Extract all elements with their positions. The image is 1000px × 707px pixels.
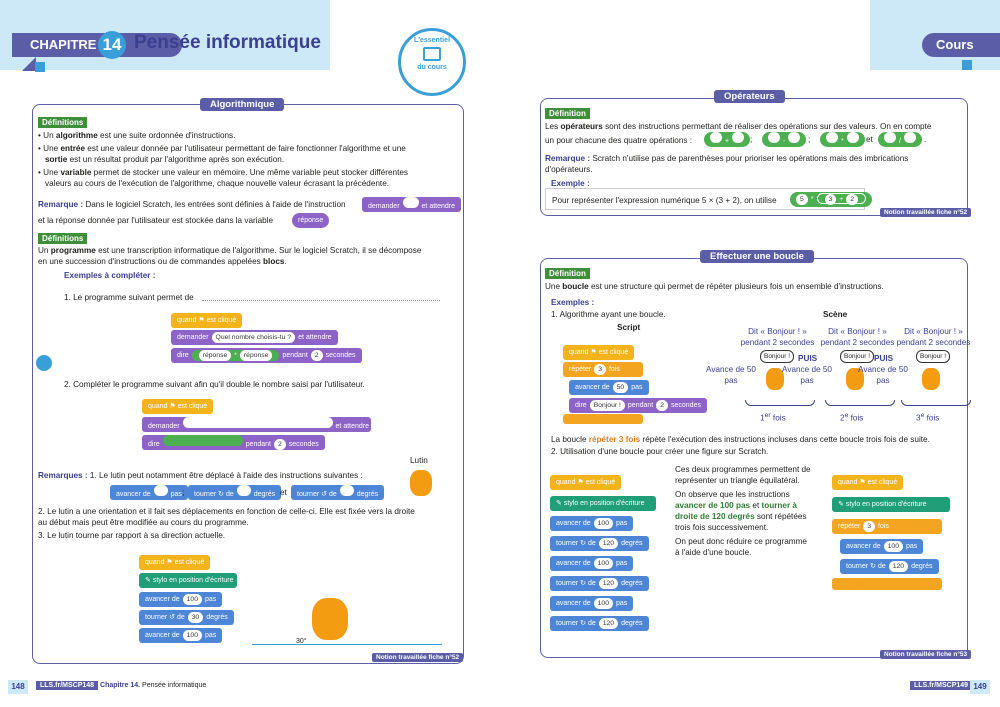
pen-down-block: ✎ stylo en position d'écriture xyxy=(139,573,237,588)
pen-down-block: ✎ stylo en position d'écriture xyxy=(550,496,656,511)
pencil-icon xyxy=(36,355,52,371)
puis-label: PUIS xyxy=(798,354,818,363)
operator-block: / xyxy=(878,132,922,147)
triangle-script xyxy=(550,516,660,636)
iteration-label: 3e fois xyxy=(916,412,940,423)
repeat-block: répéter 3 fois xyxy=(832,519,942,534)
page-title: Pensée informatique xyxy=(134,32,321,53)
move-block: avancer de 50 pas xyxy=(569,380,649,395)
footer-right xyxy=(910,682,972,689)
essentiel-badge xyxy=(398,28,466,96)
turn-right-block: tourner ↻ de 120 degrés xyxy=(550,616,649,631)
chapter-label: CHAPITRE xyxy=(12,33,182,57)
ops-example-heading: Exemple : xyxy=(551,179,590,188)
speech-bubble: Bonjour ! xyxy=(840,350,874,363)
said-label: Dit « Bonjour ! » pendant 2 secondes xyxy=(820,327,895,347)
c7: On peut donc réduire ce programme xyxy=(675,537,807,546)
turn-left-block: tourner ↺ de 30 degrés xyxy=(139,610,234,625)
ask-block: demander Quel nombre choisis-tu ? et attendre xyxy=(171,330,338,345)
loop-examples: Exemples : xyxy=(551,298,595,307)
bullet-1: • Un algorithme est une suite ordonnée d'instructions. xyxy=(38,131,236,140)
remark-3b: au début mais peut être modifiée au cours du programme. xyxy=(38,518,249,527)
ops-remark: Remarque : Scratch n'utilise pas de parenthèses pour prioriser les opérations mais des imbrications xyxy=(545,154,909,163)
bullet-3: • Une variable permet de stocker une valeur en mémoire. Une même variable peut stocker différentes xyxy=(38,168,408,177)
notion-note: Notion travaillée fiche n°52 xyxy=(880,208,971,217)
ops-text-2: un pour chacune des quatre opérations : xyxy=(545,136,693,145)
when-flag-block: quand ⚑ est cliqué xyxy=(171,313,242,328)
move-block: avancer de 100 pas xyxy=(840,539,923,554)
say-block: dire pendant 2 secondes xyxy=(142,435,325,450)
turn-right-block: tourner ↻ de 120 degrés xyxy=(550,536,649,551)
book-icon xyxy=(423,47,441,61)
turn-left-block: tourner ↺ de degrés xyxy=(291,485,384,500)
brace xyxy=(825,400,895,406)
program-def: Un programme est une transcription informatique de l'algorithme. Sur le logiciel Scratch, il se décompose xyxy=(38,246,422,255)
brace xyxy=(745,400,815,406)
nested-operator: 5 * 3 + 2 xyxy=(790,192,872,207)
loop-title: Effectuer une boucle xyxy=(700,250,814,263)
loop-ex2: 2. Utilisation d'une boucle pour créer une figure sur Scratch. xyxy=(551,447,769,456)
footer-left: LLS.fr/MSCP148 Chapitre 14. Pensée informatique xyxy=(36,682,206,689)
said-label: Dit « Bonjour ! » pendant 2 secondes xyxy=(896,327,971,347)
operator-block: * xyxy=(820,132,865,147)
question-2: 2. Compléter le programme suivant afin qu'il double le nombre saisi par l'utilisateur. xyxy=(64,380,365,389)
page-number: 148 xyxy=(8,680,28,694)
op-separator: . xyxy=(924,135,927,144)
turn-right-block: tourner ↻ de degrés xyxy=(188,485,281,500)
badge-top: L'essentiel xyxy=(414,37,450,44)
move-block: avancer de pas xyxy=(110,485,188,500)
notion-note: Notion travaillée fiche n°53 xyxy=(880,650,971,659)
pen-down-block: ✎ stylo en position d'écriture xyxy=(832,497,950,512)
remark-2: Remarques : 1. Le lutin peut notamment être déplacé à l'aide des instructions suivantes : xyxy=(38,471,363,480)
deco-square xyxy=(35,62,45,72)
def-badge: Définition xyxy=(545,108,590,119)
sprite-label: Lutin xyxy=(410,456,428,465)
c5: droite de 120 degrés sont répétées xyxy=(675,512,807,521)
speech-bubble: Bonjour ! xyxy=(760,350,794,363)
cat-sprite-icon xyxy=(410,470,432,496)
say-block: dire Bonjour ! pendant 2 secondes xyxy=(569,398,707,413)
examples-heading: Exemples à compléter : xyxy=(64,271,156,280)
def-badge: Définition xyxy=(545,268,590,279)
op-separator: ; xyxy=(750,135,753,144)
ops-title: Opérateurs xyxy=(714,90,785,103)
scene-area xyxy=(700,320,971,430)
corner-triangle xyxy=(22,57,36,71)
c4: avancer de 100 pas et tourner à xyxy=(675,501,797,510)
question-1: 1. Le programme suivant permet de xyxy=(64,293,194,302)
advance-label: Avance de 50 pas xyxy=(858,365,908,385)
scene-label: Scène xyxy=(823,310,848,319)
path-line xyxy=(252,644,442,645)
move-block: avancer de 100 pas xyxy=(139,592,222,607)
bullet-3b: valeurs au cours de l'exécution de l'algorithme, chaque nouvelle valeur écrasant la précédente. xyxy=(45,179,390,188)
ops-remark-b: d'opérateurs. xyxy=(545,165,593,174)
ops-text: Les opérateurs sont des instructions permettant de réaliser des opérations sur des valeurs. On en compte xyxy=(545,122,932,131)
program-def-b: en une succession d'instructions ou de commandes appelées blocs. xyxy=(38,257,287,266)
operator-row xyxy=(704,132,934,148)
advance-label: Avance de 50 pas xyxy=(782,365,832,385)
iteration-label: 2e fois xyxy=(840,412,864,423)
angle-label: 30° xyxy=(296,638,307,645)
remark-3: 2. Le lutin a une orientation et il fait ses déplacements en fonction de celle-ci. Elle est fixée vers la droite xyxy=(38,507,415,516)
algo-title: Algorithmique xyxy=(200,98,284,111)
move-block: avancer de 100 pas xyxy=(550,516,633,531)
notion-note: Notion travaillée fiche n°52 xyxy=(372,653,463,662)
repeat-end xyxy=(832,578,942,590)
deco-square xyxy=(962,60,972,70)
separator: ; xyxy=(182,488,185,497)
move-block: avancer de 100 pas xyxy=(550,556,633,571)
c8: à l'aide d'une boucle. xyxy=(675,548,752,557)
cat-sprite-icon xyxy=(312,598,348,640)
section-label: Cours xyxy=(922,33,1000,57)
c2: représenter un triangle équilatéral. xyxy=(675,476,800,485)
c1: Ces deux programmes permettent de xyxy=(675,465,811,474)
ops-example: Pour représenter l'expression numérique 5 × (3 + 2), on utilise xyxy=(552,196,777,205)
brace xyxy=(901,400,971,406)
turn-right-block: tourner ↻ de 120 degrés xyxy=(840,559,939,574)
operator-block: - xyxy=(762,132,806,147)
def-badge: Définitions xyxy=(38,117,87,128)
move-block: avancer de 100 pas xyxy=(550,596,633,611)
move-block: avancer de 100 pas xyxy=(139,628,222,643)
ask-block: demander et attendre xyxy=(362,197,461,212)
bullet-2: • Une entrée est une valeur donnée par l'utilisateur permettant de faire fonctionner l'algorithme et une xyxy=(38,144,406,153)
remark-4: 3. Le lutin tourne par rapport à sa direction actuelle. xyxy=(38,531,226,540)
footer-link[interactable]: LLS.fr/MSCP148 xyxy=(36,681,98,690)
iteration-label: 1er fois xyxy=(760,412,786,423)
op-separator: et xyxy=(866,135,873,144)
c6: trois fois successivement. xyxy=(675,523,769,532)
turn-right-block: tourner ↻ de 120 degrés xyxy=(550,576,649,591)
ask-block: demander et attendre xyxy=(142,417,371,432)
said-label: Dit « Bonjour ! » pendant 2 secondes xyxy=(740,327,815,347)
separator: et xyxy=(280,488,287,497)
loop-explain: La boucle répéter 3 fois répète l'exécution des instructions incluses dans cette boucle trois fois de suite. xyxy=(551,435,930,444)
operator-block: + xyxy=(704,132,750,147)
advance-label: Avance de 50 pas xyxy=(706,365,756,385)
script-label: Script xyxy=(617,323,641,332)
remark-1b: et la réponse donnée par l'utilisateur est stockée dans la variable xyxy=(38,216,274,225)
cat-sprite-icon xyxy=(922,368,940,390)
badge-bottom: du cours xyxy=(417,64,447,71)
c3: On observe que les instructions xyxy=(675,490,790,499)
def-badge: Définitions xyxy=(38,233,87,244)
chapter-number: 14 xyxy=(98,31,126,59)
remark-1: Remarque : Dans le logiciel Scratch, les entrées sont définies à l'aide de l'instruction xyxy=(38,200,346,209)
answer-line xyxy=(202,300,440,301)
repeat-end xyxy=(563,414,643,424)
repeat-block: répéter 3 fois xyxy=(563,362,643,377)
when-flag-block: quand ⚑ est cliqué xyxy=(139,555,210,570)
speech-bubble: Bonjour ! xyxy=(916,350,950,363)
when-flag-block: quand ⚑ est cliqué xyxy=(832,475,903,490)
page-number: 149 xyxy=(970,680,990,694)
answer-block: réponse xyxy=(292,213,329,228)
puis-label: PUIS xyxy=(874,354,894,363)
when-flag-block: quand ⚑ est cliqué xyxy=(142,399,213,414)
when-flag-block: quand ⚑ est cliqué xyxy=(550,475,621,490)
bullet-2b: sortie est un résultat produit par l'algorithme après son exécution. xyxy=(45,155,285,164)
when-flag-block: quand ⚑ est cliqué xyxy=(563,345,634,360)
say-block: dire réponse * réponse pendant 2 secondes xyxy=(171,348,362,363)
op-separator: ; xyxy=(808,135,811,144)
footer-link[interactable]: LLS.fr/MSCP149 xyxy=(910,681,972,690)
loop-def: Une boucle est une structure qui permet de répéter plusieurs fois un ensemble d'instructions. xyxy=(545,282,884,291)
loop-ex1: 1. Algorithme ayant une boucle. xyxy=(551,310,666,319)
